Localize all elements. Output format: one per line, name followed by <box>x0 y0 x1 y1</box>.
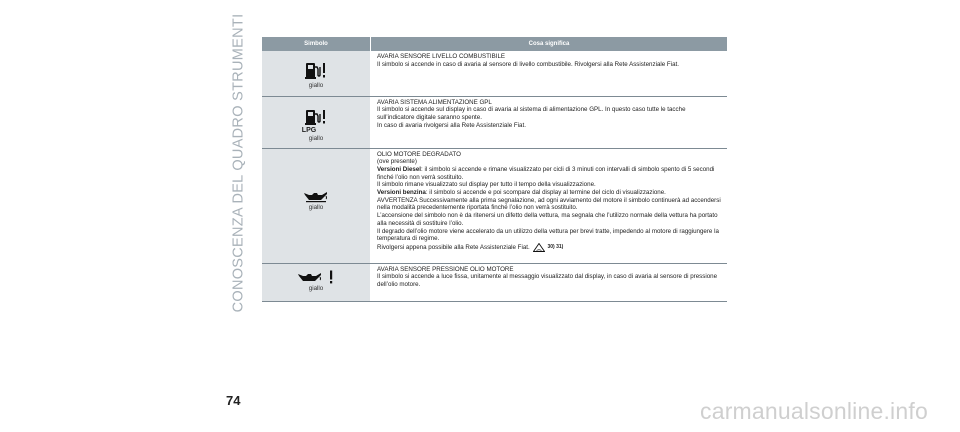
oil-pressure-sensor-warning-icon <box>296 270 336 284</box>
description-text: Il simbolo rimane visualizzato sul display per tutto il tempo della visualizzazione. <box>377 181 596 189</box>
description-title: AVARIA SISTEMA ALIMENTAZIONE GPL <box>377 98 492 106</box>
symbol-color-label: giallo <box>308 284 324 292</box>
fuel-pump-warning-icon <box>304 61 328 81</box>
description-cell <box>371 263 728 301</box>
description-cell <box>371 51 728 96</box>
symbol-color-label: giallo <box>308 203 324 211</box>
description-text: Il degrado dell’olio motore viene accelerato da un utilizzo della vettura per brevi tratte, impedendo al motore di raggiungere la temperatura di regime. <box>377 227 719 243</box>
description-subtitle: (ove presente) <box>377 158 417 166</box>
description-text: L’accensione del simbolo non è da ritenersi un difetto della vettura, ma segnala che l’utilizzo normale della vettura ha portato alla necessità di sostituire l’olio. <box>377 212 718 227</box>
table-row <box>262 263 727 301</box>
description-text: Il simbolo si accende in caso di avaria al sensore di livello combustibile. Rivolgersi alla Rete Assistenziale Fiat. <box>377 60 679 68</box>
diesel-paragraph <box>377 166 723 181</box>
table-header-row <box>262 37 727 51</box>
table-row <box>262 51 727 96</box>
symbol-cell <box>262 148 371 263</box>
description-text: Il simbolo si accende a luce fissa, unitamente al messaggio visualizzato dal display, in caso di avaria al sensore di pressione dell’olio motore. <box>377 273 718 288</box>
diesel-label: Versioni Diesel <box>377 165 422 173</box>
lpg-fuel-pump-warning-icon <box>304 109 328 127</box>
oil-can-level-icon <box>302 189 330 203</box>
diesel-text: : il simbolo si accende e rimane visualizzato per cicli di 3 minuti con intervalli di simbolo spento di 5 secondi finché l’olio non verrà sostituito. <box>377 165 715 181</box>
description-cell <box>371 148 728 263</box>
page-number: 74 <box>226 393 241 408</box>
description-text: In caso di avaria rivolgersi alla Rete Assistenziale Fiat. <box>377 121 526 129</box>
description-title: OLIO MOTORE DEGRADATO <box>377 150 461 158</box>
symbol-cell <box>262 51 371 96</box>
warning-book-icon <box>533 243 545 252</box>
description-title: AVARIA SENSORE LIVELLO COMBUSTIBILE <box>377 53 506 60</box>
table-row <box>262 96 727 148</box>
petrol-text: : il simbolo si accende e poi scompare dal display al termine del ciclo di visualizzazione. <box>425 189 666 197</box>
header-symbol: Simbolo <box>262 37 371 51</box>
description-title: AVARIA SENSORE PRESSIONE OLIO MOTORE <box>377 265 514 273</box>
symbol-cell <box>262 263 371 301</box>
reference-numbers: 30) 31) <box>547 243 564 250</box>
watermark: carmanualsonline.info <box>700 398 928 424</box>
petrol-label: Versioni benzina <box>377 189 426 197</box>
warning-text: AVVERTENZA Successivamente alla prima segnalazione, ad ogni avviamento del motore il simbolo continuerà ad accendersi nella modalità precedentemente riportata finché l’olio non verrà sostituito. <box>377 196 721 212</box>
symbol-color-label: giallo <box>308 82 324 89</box>
symbol-table <box>262 37 727 302</box>
table-row <box>262 148 727 263</box>
petrol-paragraph <box>377 189 723 197</box>
symbol-cell <box>262 96 371 148</box>
contact-line <box>377 243 723 252</box>
symbol-color-label: giallo <box>308 134 324 142</box>
reference <box>533 243 563 252</box>
lpg-label: LPG <box>301 126 317 134</box>
header-meaning: Cosa significa <box>371 37 728 51</box>
description-cell <box>371 96 728 148</box>
contact-text: Rivolgersi appena possibile alla Rete Assistenziale Fiat. <box>377 244 530 252</box>
section-side-title <box>226 13 250 313</box>
description-text: Il simbolo si accende sul display in caso di avaria al sistema di alimentazione GPL. In questo caso tutte le tacche sull’indicatore digitale saranno spente. <box>377 106 686 121</box>
section-side-title-text: CONOSCENZA DEL QUADRO STRUMENTI <box>230 13 247 313</box>
